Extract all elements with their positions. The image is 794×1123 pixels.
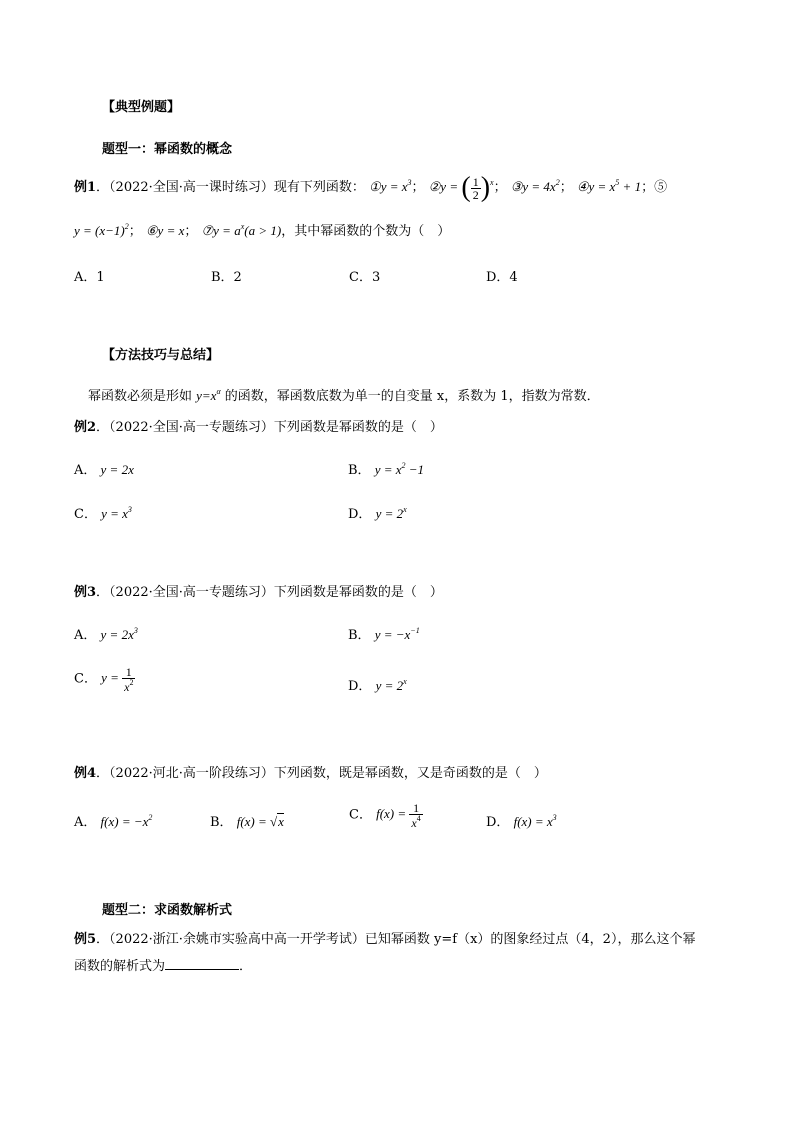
example-source: ．（2022·全国·高一课时练习）现有下列函数：	[96, 179, 365, 195]
ex3-option-d: D． $y = 2^x$	[348, 677, 407, 694]
ex3-option-a: A． $y = 2x^3$	[74, 626, 138, 643]
example-label: 例1	[74, 179, 97, 195]
ex4-option-a: A． $f(x) = -x^2$	[74, 813, 153, 830]
ex4-option-b: B． f(x) = √x	[210, 814, 284, 830]
example-3-stem: 例3．（2022·全国·高一专题练习）下列函数是幂函数的是（ ）	[74, 585, 443, 600]
ex1-option-c: C．3	[349, 270, 381, 285]
function-7: ⑦y = $a^x(a > 1)$	[201, 222, 282, 238]
ex1-option-b: B．2	[211, 270, 242, 285]
ex4-option-d: D． $f(x) = x^3$	[486, 813, 557, 830]
ex4-option-c: C． f(x) = $\frac{1}{x^4}$	[349, 801, 421, 830]
ex2-option-a: A． y = 2x	[74, 462, 134, 478]
function-4: ④y = $x^5 + 1$	[576, 177, 642, 194]
ex2-option-c: C． $y = x^3$	[74, 505, 132, 522]
function-2: ②y = ( $\frac{1}{2}$ )$^x$	[428, 172, 494, 203]
ex1-option-a: A．1	[74, 270, 105, 285]
type1-title: 题型一：幂函数的概念	[102, 142, 233, 157]
function-3: ③y = $4x^2$	[510, 177, 560, 194]
ex1-option-d: D．4	[486, 270, 518, 285]
ex2-option-b: B． $y = x^2 -1$	[348, 461, 425, 478]
ex3-option-c: C． y = $\frac{1}{x^2}$	[74, 665, 134, 694]
type2-title: 题型二：求函数解析式	[102, 903, 233, 918]
example-1-line1: 例1．（2022·全国·高一课时练习）现有下列函数： ①y = $x^3$； ②y = ( $\frac{1}{2}$ )$^x$； ③y = $4x^2$； ④y = $x^5 + 1$；⑤	[74, 172, 668, 203]
example-2-stem: 例2．（2022·全国·高一专题练习）下列函数是幂函数的是（ ）	[74, 420, 443, 435]
ex2-option-d: D． $y = 2^x$	[348, 505, 407, 522]
example-5-line1: 例5．（2022·浙江·余姚市实验高中高一开学考试）已知幂函数 y=f（x）的图象经过点（4，2），那么这个幂	[74, 932, 696, 947]
example-4-stem: 例4．（2022·河北·高一阶段练习）下列函数，既是幂函数，又是奇函数的是（ ）	[74, 766, 547, 781]
method-text: 幂函数必须是形如 $y=x^\alpha$ 的函数，幂函数底数为单一的自变量 x，系数为 1，指数为常数．	[88, 387, 600, 404]
example-1-line2: $y = (x-1)^2$； ⑥y = x； ⑦y = $a^x(a > 1)$，其中幂函数的个数为（ ）	[74, 222, 451, 239]
example-question: ，其中幂函数的个数为（ ）	[281, 224, 451, 239]
ex3-option-b: B． $y = -x^{-1}$	[348, 626, 420, 643]
function-5: $y = (x-1)^2$	[74, 222, 129, 238]
method-header: 【方法技巧与总结】	[102, 348, 220, 363]
function-6: ⑥y = x	[145, 223, 185, 238]
function-1: ①y = $x^3$	[369, 177, 412, 194]
section-header: 【典型例题】	[102, 100, 181, 115]
example-5-line2: 函数的解析式为 ．	[74, 959, 253, 974]
answer-blank[interactable]	[165, 957, 239, 970]
